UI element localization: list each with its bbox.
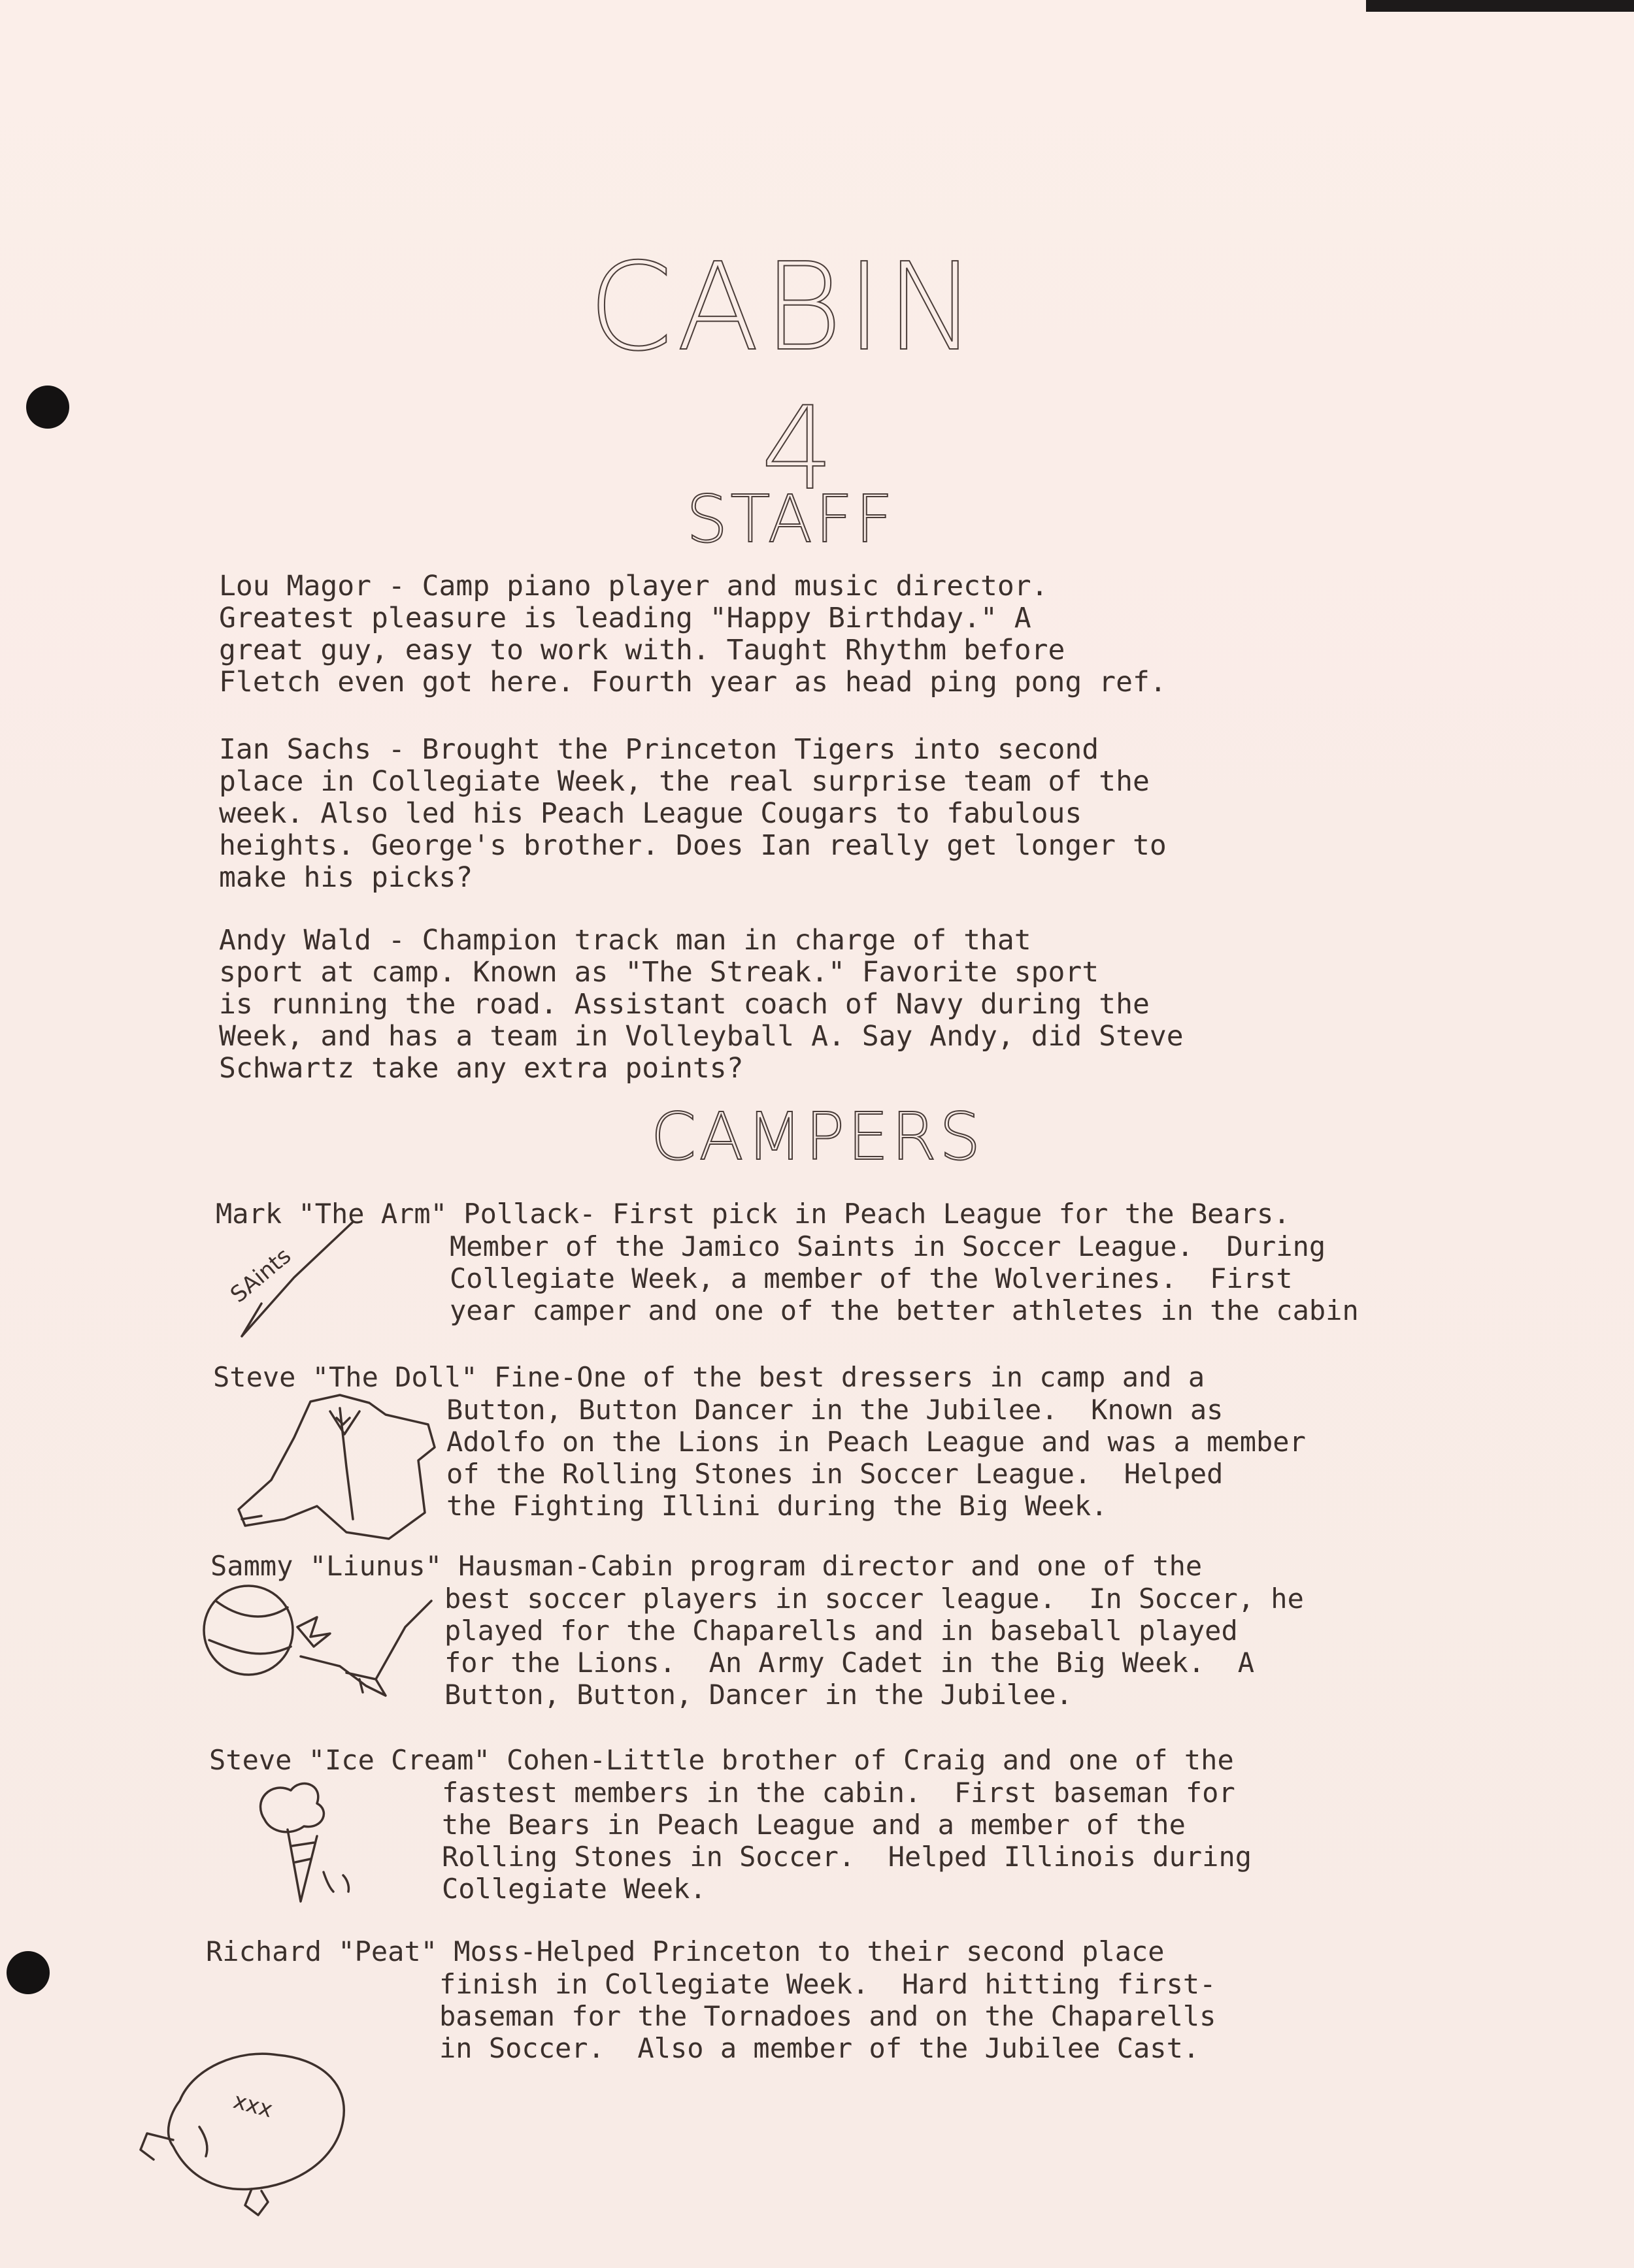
camper-entry-steve-fine: Button, Button Dancer in the Jubilee. Known as Adolfo on the Lions in Peach League and was a member of the Rolling Stones in Soccer League. Helped the Fighting Illini during the Big Week. <box>446 1394 1306 1522</box>
camper-name-richard-moss: Richard "Peat" Moss-Helped Princeton to their second place <box>206 1935 1165 1967</box>
staff-entry-andy-wald: Andy Wald - Champion track man in charge of that sport at camp. Known as "The Streak." Favorite sport is running the road. Assistant coach of Navy during the Week, and has a team in Volleyball A. Say Andy, did Steve Schwartz take any extra points? <box>219 924 1184 1085</box>
camper-entry-richard-moss: finish in Collegiate Week. Hard hitting first- baseman for the Tornadoes and on the Chaparells in Soccer. Also a member of the Jubilee Cast. <box>439 1968 1216 2064</box>
svg-text:xxx: xxx <box>230 2088 276 2124</box>
cabin-number: 4 <box>761 383 834 516</box>
punch-hole-top <box>26 386 69 429</box>
camper-name-mark-pollack: Mark "The Arm" Pollack- First pick in Peach League for the Bears. <box>216 1198 1290 1230</box>
camper-name-sammy-hausman: Sammy "Liunus" Hausman-Cabin program director and one of the <box>210 1550 1203 1582</box>
camper-entry-sammy-hausman: best soccer players in soccer league. In Soccer, he played for the Chaparells and in baseball played for the Lions. An Army Cadet in the Big Week. A Button, Button, Dancer in the Jubilee. <box>444 1583 1304 1711</box>
camper-name-steve-cohen: Steve "Ice Cream" Cohen-Little brother of Craig and one of the <box>209 1744 1234 1776</box>
soccer-kick-sketch <box>190 1581 438 1712</box>
scan-edge <box>1366 0 1634 12</box>
ice-cream-cone-sketch <box>252 1774 369 1905</box>
campers-heading: CAMPERS <box>650 1098 984 1175</box>
jacket-sketch <box>232 1389 448 1545</box>
staff-entry-ian-sachs: Ian Sachs - Brought the Princeton Tigers into second place in Collegiate Week, the real surprise team of the week. Also led his Peach League Cougars to fabulous heights. George's brother. Does Ian really get longer to make his picks? <box>219 733 1167 894</box>
punch-hole-bottom <box>7 1951 50 1994</box>
staff-heading: STAFF <box>686 481 896 557</box>
camper-name-steve-fine: Steve "The Doll" Fine-One of the best dressers in camp and a <box>213 1361 1205 1393</box>
staff-entry-lou-magor: Lou Magor - Camp piano player and music director. Greatest pleasure is leading "Happy Birthday." A great guy, easy to work with. Taught Rhythm before Fletch even got here. Fourth year as head ping pong ref. <box>219 570 1167 698</box>
page-title: CABIN <box>588 237 980 378</box>
camper-entry-steve-cohen: fastest members in the cabin. First baseman for the Bears in Peach League and a member of the Rolling Stones in Soccer. Helped Illinois during Collegiate Week. <box>442 1777 1252 1905</box>
camper-entry-mark-pollack: Member of the Jamico Saints in Soccer League. During Collegiate Week, a member of the Wolverines. First year camper and one of the better athletes in the cabin <box>450 1230 1359 1326</box>
saints-pennant-sketch <box>216 1206 373 1343</box>
peat-moss-bag-sketch <box>134 2029 356 2218</box>
svg-text:SAints: SAints <box>225 1243 297 1308</box>
